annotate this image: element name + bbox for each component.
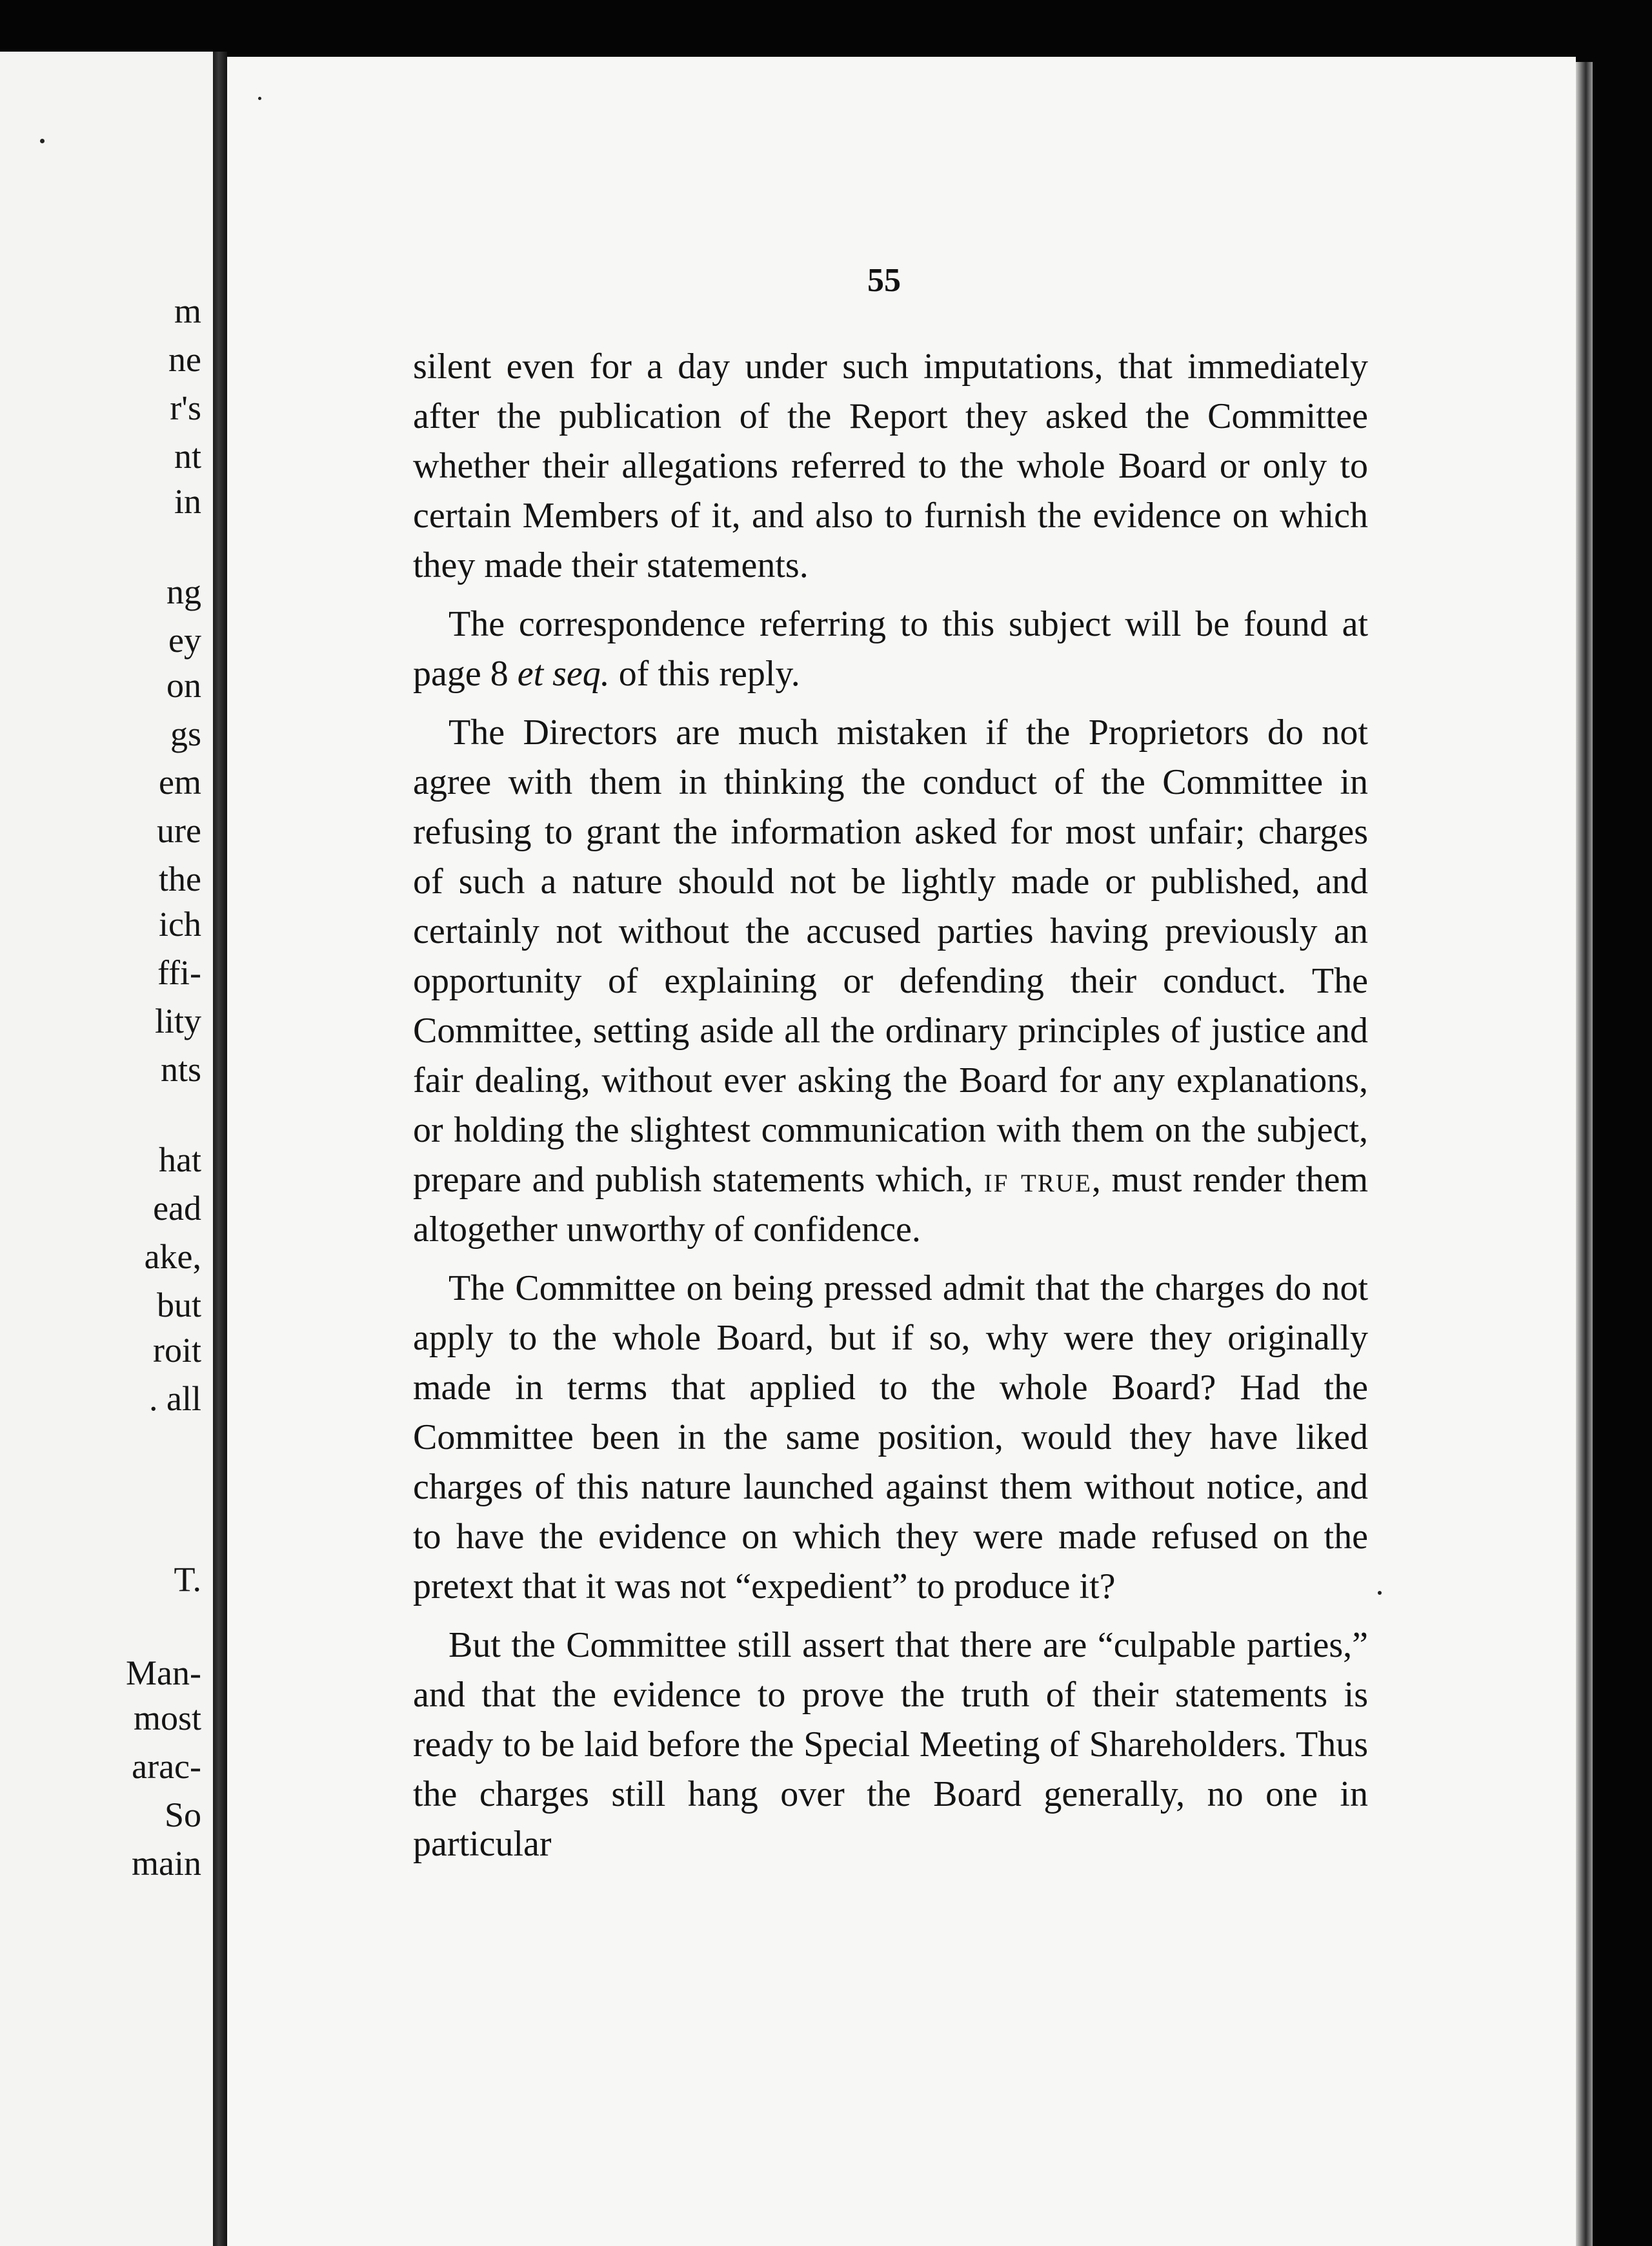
left-page-line-fragment: ng	[166, 572, 201, 611]
page-body	[413, 342, 1368, 1878]
paragraph-text: The Directors are much mistaken if the Proprietors do not agree with them in thinking the conduct of the Committee in refusing to grant the information asked for most unfair; charges of such a nature should not be lightly made or published, and certainly not without the accused parties having previously an opportunity of explaining or defending their conduct. The Committee, setting aside all the ordinary principles of justice and fair dealing, without ever asking the Board for any explanations, or holding the slightest communication with them on the subject, prepare and publish statements which,	[413, 713, 1368, 1200]
left-page-line-fragment: ffi-	[157, 953, 201, 992]
page-stack-edge	[1576, 62, 1593, 2246]
left-page-line-fragment: . all	[149, 1379, 201, 1418]
left-page-line-fragment: main	[132, 1844, 201, 1883]
paragraph-committee-pressed: The Committee on being pressed admit that the charges do not apply to the whole Board, but if so, why were they originally made in terms that applied to the whole Board? Had the Committee been in the same position, would they have liked charges of this nature launched against them without notice, and to have the evidence on which they were made refused on the pretext that it was not “expedient” to produce it?	[413, 1268, 1368, 1606]
left-page-line-fragment: gs	[170, 714, 201, 753]
left-page-line-fragment: Man-	[126, 1654, 201, 1692]
left-page-line-fragment: but	[156, 1286, 201, 1324]
left-page-line-fragment: on	[166, 666, 201, 705]
paragraph-directors	[413, 708, 1368, 1255]
left-page-line-fragment: ure	[157, 811, 201, 850]
book-gutter	[213, 52, 227, 2246]
left-page-line-fragment: lity	[154, 1002, 201, 1040]
left-page-line-fragment: arac-	[132, 1747, 201, 1786]
left-page-line-fragment: r's	[170, 389, 201, 427]
previous-page-edge	[0, 52, 213, 2246]
left-page-line-fragment: roit	[153, 1331, 201, 1370]
paragraph-correspondence	[413, 600, 1368, 699]
left-page-line-fragment: ead	[153, 1189, 201, 1228]
left-page-line-fragment: em	[159, 763, 201, 802]
paragraph-text: of this reply.	[609, 654, 800, 694]
scan-speck	[40, 139, 45, 143]
left-page-line-fragment: hat	[159, 1140, 201, 1179]
left-page-line-fragment: ake,	[144, 1237, 201, 1276]
italic-reference: et seq.	[517, 654, 610, 694]
left-page-line-fragment: m	[174, 292, 201, 330]
page-number: 55	[867, 262, 901, 299]
left-page-line-fragment: most	[133, 1699, 201, 1737]
paragraph-text: The correspondence referring to this subject will be found at page 8	[413, 604, 1368, 694]
left-page-line-fragment: ey	[168, 621, 201, 660]
left-page-line-fragment: ich	[159, 905, 201, 944]
scan-speck	[258, 97, 261, 100]
left-page-line-fragment: T.	[174, 1560, 201, 1599]
small-caps-emphasis: if true	[983, 1160, 1092, 1200]
left-page-line-fragment: nts	[160, 1050, 201, 1089]
left-page-line-fragment: ne	[168, 340, 201, 379]
left-page-line-fragment: So	[164, 1796, 201, 1834]
scan-speck	[1378, 1591, 1382, 1595]
left-page-line-fragment: in	[174, 482, 201, 521]
paragraph-text: , must render them altogether unworthy of confidence.	[413, 1160, 1369, 1249]
paragraph-culpable-parties: But the Committee still assert that there are “culpable parties,” and that the evidence to prove the truth of their statements is ready to be laid before the Special Meeting of Shareholders. Thus the charges still hang over the Board generally, no one in particular	[413, 1625, 1368, 1864]
left-page-line-fragment: nt	[174, 437, 201, 476]
left-page-line-fragment: the	[159, 860, 201, 898]
paragraph-continuation: silent even for a day under such imputations, that immediately after the publication of the Report they asked the Committee whether their allegations referred to the whole Board or only to certain Members of it, and also to furnish the evidence on which they made their statements.	[413, 347, 1368, 585]
